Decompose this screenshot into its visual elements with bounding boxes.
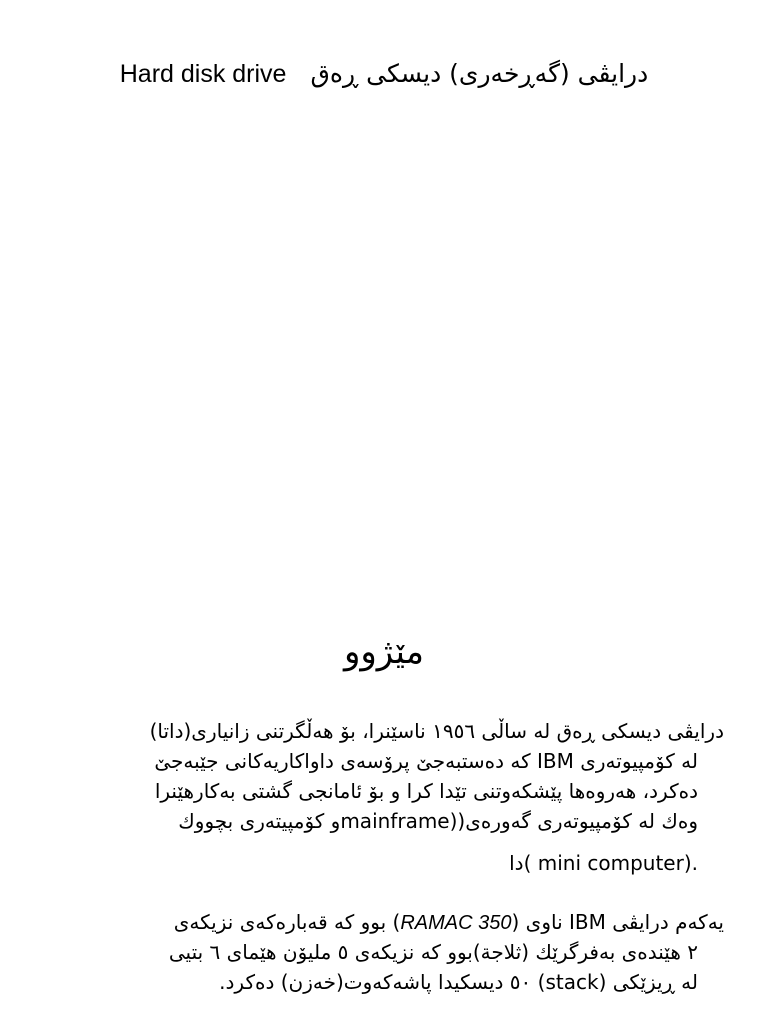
slide-title — [0, 56, 768, 92]
paragraph-line: دەکرد، هەروەها پێشکەوتنی تێدا کرا و بۆ ئامانجی گشتی بەکارهێنرا — [154, 779, 698, 803]
history-paragraph-2 — [24, 907, 724, 997]
section-heading: مێژوو — [343, 632, 425, 672]
paragraph-line: لە ڕیزێکی (stack) ٥٠ دیسکیدا پاشەکەوت(خەزن) دەکرد. — [219, 970, 698, 994]
paragraph-line — [24, 907, 724, 937]
paragraph-line: درایڤی دیسکی ڕەق لە ساڵی ١٩٥٦ ناسێنرا، بۆ هەڵگرتنی زانیاری(داتا) — [149, 719, 724, 743]
slide-title-english: Hard disk drive — [119, 60, 287, 88]
paragraph-text: ) بوو کە قەبارەکەی نزیکەی — [173, 910, 401, 934]
paragraph-line: لە کۆمپیوتەری IBM کە دەستبەجێ پرۆسەی داواکاریەکانی جێبەجێ — [154, 749, 698, 773]
slide-title-kurdish: درایڤی (گەڕخەری) دیسکی ڕەق — [310, 59, 649, 88]
history-paragraph-1 — [24, 716, 724, 878]
ramac-350-model-name: RAMAC 350 — [400, 912, 512, 934]
paragraph-line: .(mini computer )دا — [509, 851, 698, 875]
paragraph-line: وەك لە کۆمپیوتەری گەورەی((mainframeو کۆمپیتەری بچووك — [178, 809, 698, 833]
paragraph-text: یەکەم درایڤی IBM ناوی ( — [511, 910, 724, 934]
paragraph-line: ٢ هێندەی بەفرگرێك (ثلاجة)بوو کە نزیکەی ٥ ملیۆن هێمای ٦ بتیی — [168, 940, 698, 964]
